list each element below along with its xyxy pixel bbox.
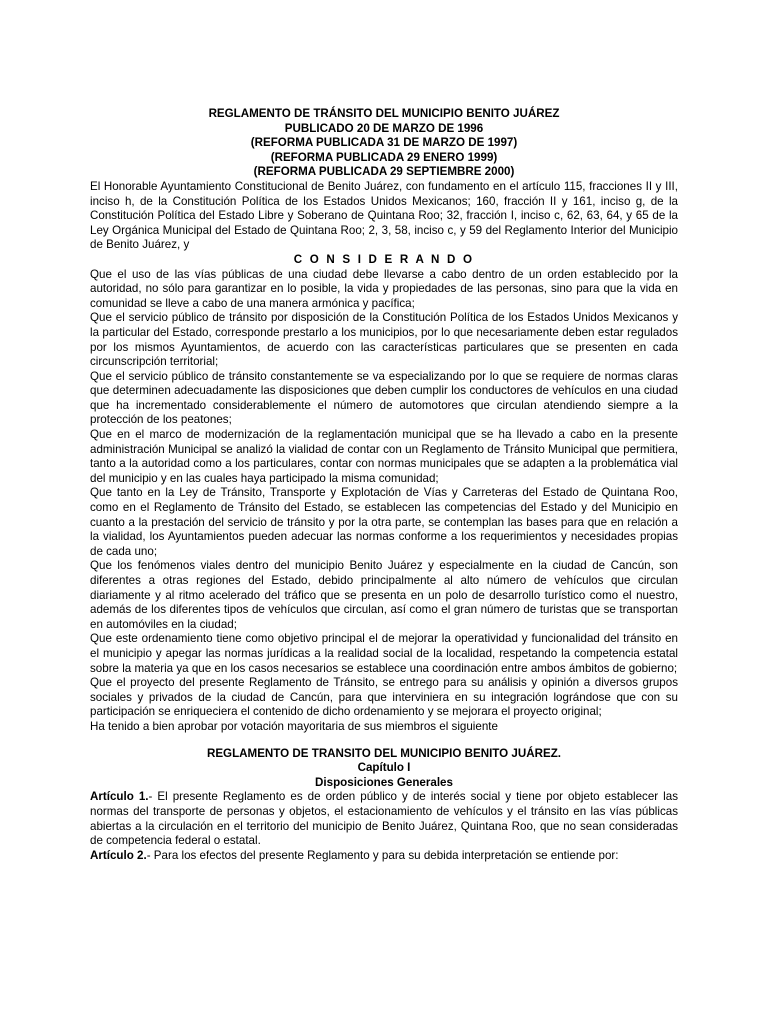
reglamento-section: [90, 747, 678, 864]
article-text: - El presente Reglamento es de orden público y de interés social y tiene por objeto establecer las normas del transporte de personas y objetos, el estacionamiento de vehículos y el tránsito en las vías públicas abiertas a la circulación en el territorio del municipio de Benito Juárez, Quintana Roo, que no sean consideradas de competencia federal o estatal.: [90, 790, 678, 848]
document-header: [90, 107, 678, 180]
header-reform-1997: (REFORMA PUBLICADA 31 DE MARZO DE 1997): [250, 136, 518, 150]
considerando-paragraph: Que el proyecto del presente Reglamento de Tránsito, se entrego para su análisis y opinión a diversos grupos sociales y privados de la ciudad de Cancún, para que interviniera en su integración lográndose que con su participación se enriqueciera el contenido de dicho ordenamiento y se mejorara el proyecto original;: [90, 676, 678, 719]
considerando-paragraph: Que el servicio público de tránsito por disposición de la Constitución Política de los Estados Unidos Mexicanos y la particular del Estado, corresponde prestarlo a los municipios, por lo que necesariamente deben estar regulados por los mismos Ayuntamientos, de acuerdo con las características particulares que se presenten en cada circunscripción territorial;: [90, 311, 678, 369]
considerando-paragraph: Que el servicio público de tránsito constantemente se va especializando por lo que se requiere de normas claras que determinen adecuadamente las disposiciones que deben cumplir los conductores de vehículos en una ciudad que ha incrementado considerablemente el número de automotores que circulan atendiendo siempre a la protección de los peatones;: [90, 369, 678, 427]
header-title: REGLAMENTO DE TRÁNSITO DEL MUNICIPIO BENITO JUÁREZ: [208, 107, 560, 120]
chapter-label: Capítulo I: [357, 761, 411, 775]
considerando-paragraph: Ha tenido a bien aprobar por votación mayoritaria de sus miembros el siguiente: [90, 719, 498, 733]
header-published: PUBLICADO 20 DE MARZO DE 1996: [284, 121, 484, 135]
considerando-paragraph: Que en el marco de modernización de la reglamentación municipal que se ha llevado a cabo en la presente administración Municipal se analizó la vialidad de contar con un Reglamento de Tránsito Municipal que permitiera, tanto a la autoridad como a los particulares, contar con normas municipales que se adapten a la problemática vial del municipio y en las cuales haya participado la misma comunidad;: [90, 428, 678, 485]
section-spacer: [90, 735, 678, 747]
intro-paragraph: El Honorable Ayuntamiento Constitucional de Benito Juárez, con fundamento en el artículo 115, fracciones II y III, inciso h, de la Constitución Política de los Estados Unidos Mexicanos; 160, fracción II y 161, inciso g, de la Constitución Política del Estado Libre y Soberano de Quintana Roo; 32, fracción I, inciso c, 62, 63, 64, y 65 de la Ley Orgánica Municipal del Estado de Quintana Roo; 2, 3, 58, inciso c, y 59 del Reglamento Interior del Municipio de Benito Juárez, y: [90, 179, 678, 252]
article-1: [90, 790, 678, 848]
header-reform-1999: (REFORMA PUBLICADA 29 ENERO 1999): [270, 150, 498, 164]
considerando-heading: C O N S I D E R A N D O: [293, 252, 475, 266]
document-page: [90, 107, 678, 863]
considerando-paragraph: Que los fenómenos viales dentro del municipio Benito Juárez y especialmente en la ciudad de Cancún, son diferentes a otras regiones del Estado, debido principalmente al alto número de vehículos que circulan diariamente y al ritmo acelerado del tráfico que se presenta en un polo de desarrollo turístico como el nuestro, además de los diferentes tipos de vehículos que circulan, así como el gran número de turistas que se transportan en automóviles en la ciudad;: [90, 559, 678, 631]
article-label: Artículo 2.: [90, 848, 147, 862]
considerandos-list: [90, 268, 678, 735]
article-2: [90, 849, 678, 864]
article-text: - Para los efectos del presente Reglamento y para su debida interpretación se entiende por:: [146, 848, 619, 862]
considerando-paragraph: Que el uso de las vías públicas de una ciudad debe llevarse a cabo dentro de un orden establecido por la autoridad, no sólo para garantizar en lo posible, la vida y propiedades de las personas, sino para que la vida en comunidad se lleve a cabo de una manera armónica y pacífica;: [90, 267, 678, 310]
header-reform-2000: (REFORMA PUBLICADA 29 SEPTIEMBRE 2000): [253, 165, 515, 179]
considerando-paragraph: Que este ordenamiento tiene como objetivo principal el de mejorar la operatividad y funcionalidad del tránsito en el municipio y apegar las normas jurídicas a la realidad social de la localidad, respetando la competencia estatal sobre la materia ya que en los casos necesarios se establece una coordinación entre ambos ámbitos de gobierno;: [90, 632, 678, 675]
considerando-paragraph: Que tanto en la Ley de Tránsito, Transporte y Explotación de Vías y Carreteras del Estado de Quintana Roo, como en el Reglamento de Tránsito del Estado, se establecen las competencias del Estado y del Municipio en cuanto a la prestación del servicio de tránsito y por la otra parte, se contemplan las bases para que en relación a la vialidad, los Ayuntamientos pueden adecuar las normas conforme a los requerimientos y necesidades propias de cada uno;: [90, 486, 678, 558]
chapter-title: Disposiciones Generales: [315, 775, 453, 789]
article-label: Artículo 1.: [90, 790, 149, 804]
reglamento-title: REGLAMENTO DE TRANSITO DEL MUNICIPIO BENITO JUÁREZ.: [206, 746, 562, 760]
